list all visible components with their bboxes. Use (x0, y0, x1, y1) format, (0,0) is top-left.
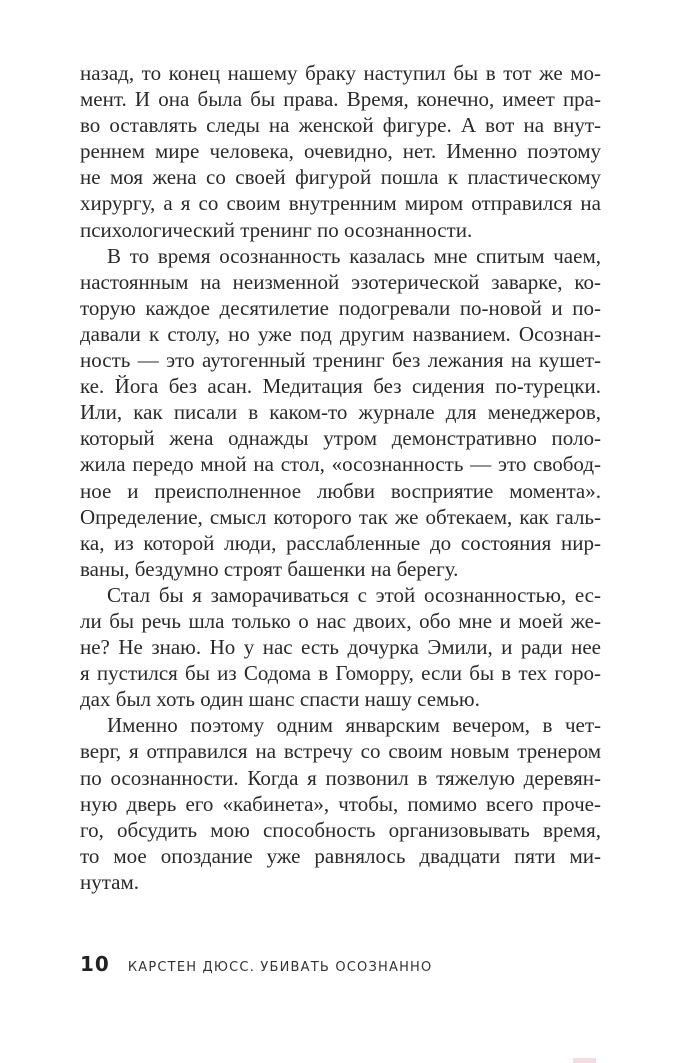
page-number: 10 (80, 952, 110, 976)
text-line: В то время осознанность казалась мне спитым чаем, (107, 243, 601, 268)
paragraph (80, 243, 601, 582)
text-line: нутам. (80, 869, 140, 894)
page-footer (80, 952, 432, 976)
scan-mark (573, 1058, 596, 1063)
text-line: Или, как писали в каком-то журнале для менеджеров, (80, 400, 601, 425)
running-title: КАРСТЕН ДЮСС. УБИВАТЬ ОСОЗНАННО (127, 960, 433, 975)
text-line: Именно поэтому одним январским вечером, в чет- (107, 713, 601, 738)
text-line: психологический тренинг по осознанности. (80, 217, 473, 242)
text-line: ка, из которой люди, расслабленные до состояния нир- (80, 530, 601, 555)
text-line: хирургу, а я со своим внутренним миром отправился на (80, 191, 601, 216)
text-line: жила передо мной на стол, «осознанность — это свобод- (80, 452, 601, 477)
text-line: ли бы речь шла только о нас двоих, обо мне и моей же- (80, 608, 601, 633)
text-line: го, обсудить мою способность организовывать время, (80, 817, 601, 842)
text-line: по осознанности. Когда я позвонил в тяжелую деревян- (80, 765, 601, 790)
text-line: ную дверь его «кабинета», чтобы, помимо всего проче- (80, 791, 601, 816)
paragraph (80, 60, 601, 243)
text-line: во оставлять следы на женской фигуре. А вот на внут- (80, 113, 601, 138)
text-line: давали к столу, но уже под другим названием. Осознан- (80, 321, 601, 346)
text-line: ное и преисполненное любви восприятие момента». (80, 478, 601, 503)
text-line: то мое опоздание уже равнялось двадцати пяти ми- (80, 843, 601, 868)
text-line: ке. Йога без асан. Медитация без сидения по-турецки. (80, 374, 601, 399)
text-line: мент. И она была бы права. Время, конечно, имеет пра- (80, 87, 601, 112)
text-line: дах был хоть один шанс спасти нашу семью. (80, 687, 480, 712)
text-line: назад, то конец нашему браку наступил бы в тот же мо- (80, 61, 601, 85)
text-line: который жена однажды утром демонстративно поло- (80, 426, 601, 451)
text-line: ность — это аутогенный тренинг без лежания на кушет- (80, 348, 601, 373)
text-line: настоянным на неизменной эзотерической заварке, ко- (80, 269, 601, 294)
text-line: не? Не знаю. Но у нас есть дочурка Эмили, и ради нее (80, 635, 601, 660)
text-line: ваны, бездумно строят башенки на берегу. (80, 556, 459, 581)
text-line: торую каждое десятилетие подогревали по-новой и по- (80, 295, 601, 320)
paragraph (80, 582, 601, 712)
text-line: я пустился бы из Содома в Гоморру, если бы в тех горо- (80, 661, 601, 686)
text-line: не моя жена со своей фигурой пошла к пластическому (80, 165, 601, 190)
paragraph (80, 712, 601, 895)
body-text (80, 60, 601, 895)
text-line: Стал бы я заморачиваться с этой осознанностью, ес- (107, 582, 601, 607)
text-line: реннем мире человека, очевидно, нет. Именно поэтому (80, 139, 601, 164)
text-line: верг, я отправился на встречу со своим новым тренером (80, 739, 601, 764)
text-line: Определение, смысл которого так же обтекаем, как галь- (80, 504, 601, 529)
